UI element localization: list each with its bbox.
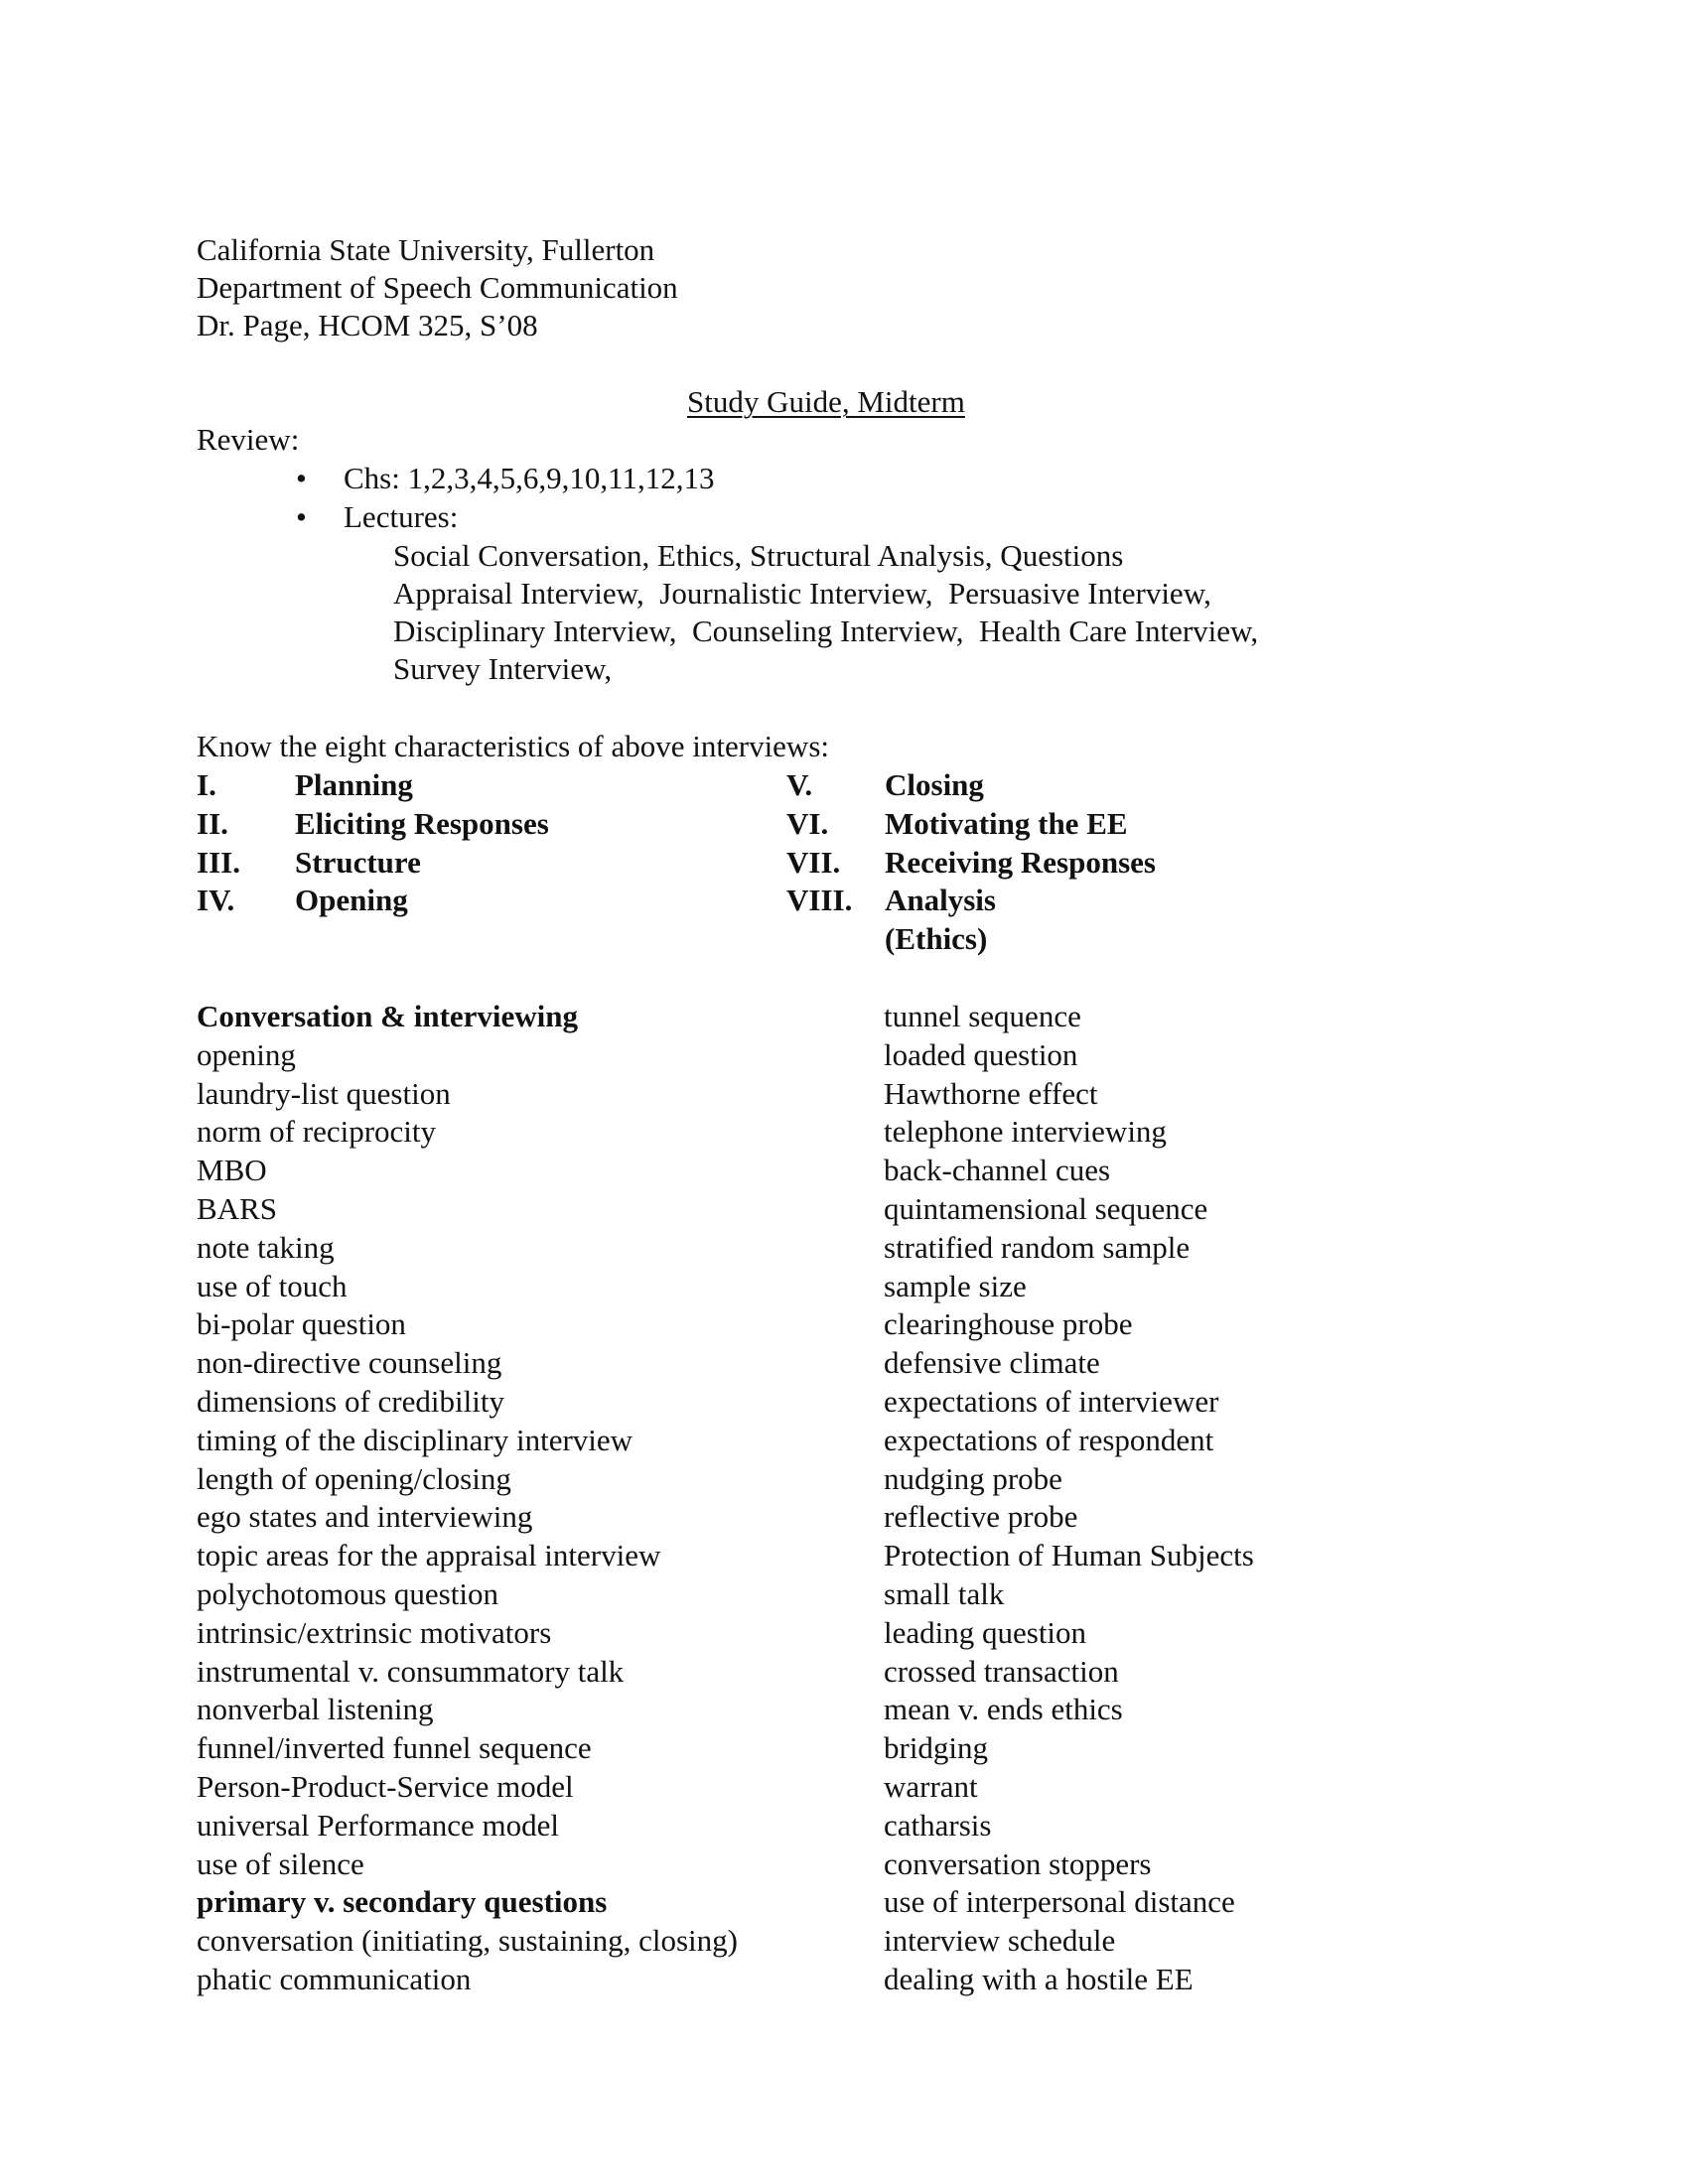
terms-right-column [884,998,1254,1999]
term-item: stratified random sample [884,1229,1191,1265]
term-item: note taking [197,1229,335,1265]
lecture-line: Survey Interview, [393,651,613,686]
term-item: phatic communication [197,1961,472,1996]
term-item: conversation (initiating, sustaining, closing) [197,1923,738,1959]
characteristic-item: V. Closing [786,767,984,802]
term-item: Protection of Human Subjects [884,1538,1254,1573]
term-item: topic areas for the appraisal interview [197,1538,661,1573]
term-item: opening [197,1036,296,1072]
term-item: warrant [884,1768,978,1804]
term-item: crossed transaction [884,1653,1119,1689]
characteristic-item: I. Planning [197,767,413,802]
term-item: interview schedule [884,1923,1116,1959]
term-item: length of opening/closing [197,1460,511,1496]
page-title: Study Guide, Midterm [687,384,965,419]
term-item: nudging probe [884,1460,1062,1496]
characteristic-item: III. Structure [197,844,421,880]
term-item: defensive climate [884,1345,1100,1381]
term-item: loaded question [884,1036,1078,1072]
characteristics-left-list [197,766,549,920]
term-item: bi-polar question [197,1306,406,1342]
term-item: use of touch [197,1268,348,1303]
term-item: sample size [884,1268,1027,1303]
characteristic-item: VI. Motivating the EE [786,805,1128,841]
term-item: norm of reciprocity [197,1114,437,1150]
term-item: leading question [884,1614,1087,1650]
characteristics-intro: Know the eight characteristics of above interviews: [197,729,829,763]
term-item: polychotomous question [197,1575,498,1611]
term-item: bridging [884,1730,989,1766]
term-item: catharsis [884,1807,992,1843]
term-item: tunnel sequence [884,999,1081,1033]
terms-left-column [197,998,738,1999]
section-heading: Conversation & interviewing [197,999,579,1033]
lecture-line: Disciplinary Interview, Counseling Interview, Health Care Interview, [393,614,1259,648]
term-item: non-directive counseling [197,1345,502,1381]
term-item: expectations of interviewer [884,1383,1219,1419]
term-item: use of silence [197,1845,364,1881]
term-item: nonverbal listening [197,1692,434,1727]
term-item: expectations of respondent [884,1422,1214,1457]
term-item: funnel/inverted funnel sequence [197,1730,592,1766]
bullet-icon: • [296,461,307,495]
characteristic-item: (Ethics) [885,921,988,957]
characteristic-item: VIII. Analysis [786,883,996,918]
lecture-line: Appraisal Interview, Journalistic Interview, Persuasive Interview, [393,576,1211,611]
term-item: back-channel cues [884,1153,1111,1188]
term-item: universal Performance model [197,1807,559,1843]
characteristic-item: IV. Opening [197,883,408,918]
term-item: quintamensional sequence [884,1190,1208,1226]
term-item: intrinsic/extrinsic motivators [197,1614,552,1650]
review-lectures-label: Lectures: [344,499,459,534]
section-heading: primary v. secondary questions [197,1884,608,1920]
bullet-icon: • [296,499,307,534]
term-item: ego states and interviewing [197,1499,533,1535]
lecture-line: Social Conversation, Ethics, Structural Analysis, Questions [393,538,1124,573]
term-item: Hawthorne effect [884,1075,1098,1111]
term-item: mean v. ends ethics [884,1692,1123,1727]
characteristic-item: II. Eliciting Responses [197,805,549,841]
term-item: dimensions of credibility [197,1383,504,1419]
term-item: small talk [884,1575,1005,1611]
term-item: use of interpersonal distance [884,1884,1235,1920]
term-item: instrumental v. consummatory talk [197,1653,625,1689]
term-item: Person-Product-Service model [197,1768,574,1804]
term-item: telephone interviewing [884,1114,1167,1150]
term-item: dealing with a hostile EE [884,1961,1194,1996]
term-item: reflective probe [884,1499,1078,1535]
term-item: BARS [197,1190,277,1226]
term-item: laundry-list question [197,1075,451,1111]
institution-line: California State University, Fullerton [197,232,655,267]
term-item: conversation stoppers [884,1845,1152,1881]
review-label: Review: [197,422,300,457]
characteristic-item: VII. Receiving Responses [786,844,1156,880]
department-line: Department of Speech Communication [197,270,678,305]
review-chapters: Chs: 1,2,3,4,5,6,9,10,11,12,13 [344,461,715,495]
course-line: Dr. Page, HCOM 325, S’08 [197,308,538,342]
characteristics-right-list [786,766,1156,959]
term-item: MBO [197,1153,267,1188]
term-item: clearinghouse probe [884,1306,1133,1342]
term-item: timing of the disciplinary interview [197,1422,633,1457]
